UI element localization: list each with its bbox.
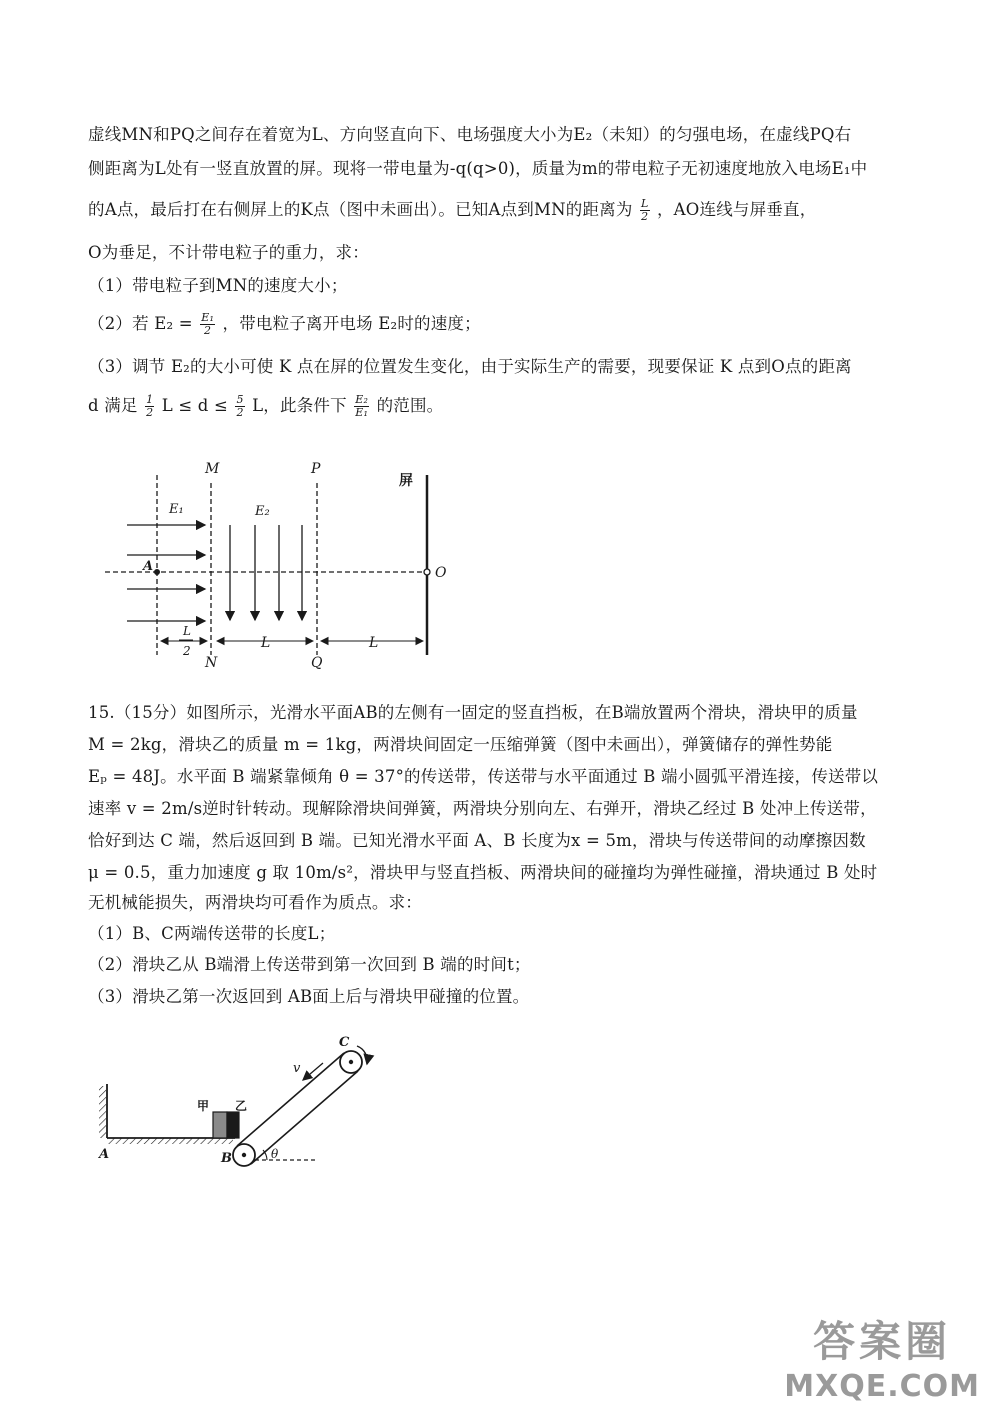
p14-q2-frac <box>200 312 215 337</box>
label-o: O <box>435 565 447 581</box>
label-n: N <box>205 655 218 671</box>
frac-num: 1 <box>146 393 154 406</box>
p15-line-2: M = 2kg，滑块乙的质量 m = 1kg，两滑块间固定一压缩弹簧（图中未画出），弹簧储存的弹性势能 <box>88 735 833 754</box>
frac-num: E₂ <box>355 393 369 406</box>
p14-question-1: （1）带电粒子到MN的速度大小； <box>88 276 348 295</box>
label-b: B <box>221 1151 232 1166</box>
frac-num: L <box>641 197 649 210</box>
p15-line-3: Eₚ = 48J。水平面 B 端紧靠倾角 θ = 37°的传送带，传送带与水平面通过 B 端小圆弧平滑连接，传送带以 <box>88 767 879 786</box>
block-jia <box>213 1112 227 1138</box>
wall-hatch <box>99 1086 106 1138</box>
label-e1: E₁ <box>169 502 184 517</box>
label-a: A <box>143 559 154 574</box>
watermark-top: 答案圈 <box>813 1317 952 1366</box>
label-v: v <box>293 1061 301 1076</box>
electric-field-diagram <box>95 455 475 680</box>
block-yi <box>227 1112 239 1138</box>
label-l-field: L <box>261 635 271 651</box>
watermark-bottom: MXQE.COM <box>784 1369 980 1404</box>
p15-line-1: 15.（15分）如图所示，光滑水平面AB的左侧有一固定的竖直挡板，在B端放置两个滑块，滑块甲的质量 <box>88 703 858 722</box>
p14-q3-frac3 <box>354 394 369 419</box>
p14-question-3-line-1: （3）调节 E₂的大小可使 K 点在屏的位置发生变化，由于实际生产的需要，现要保证 K 点到O点的距离 <box>88 357 852 376</box>
p14-line-4: O为垂足，不计带电粒子的重力，求： <box>88 243 369 262</box>
watermark <box>784 1309 980 1404</box>
p15-line-5: 恰好到达 C 端，然后返回到 B 端。已知光滑水平面 A、B 长度为x = 5m，滑块与传送带间的动摩擦因数 <box>88 831 866 850</box>
frac-den: 2 <box>146 406 154 419</box>
frac-den: 2 <box>236 406 244 419</box>
p14-line-1: 虚线MN和PQ之间存在着宽为L、方向竖直向下、电场强度大小为E₂（未知）的匀强电场，在虚线PQ右 <box>88 125 852 144</box>
label-theta: θ <box>271 1147 279 1161</box>
p14-line-3a: 的A点，最后打在右侧屏上的K点（图中未画出）。已知A点到MN的距离为 <box>88 200 633 219</box>
label-jia: 甲 <box>197 1099 210 1113</box>
p15-line-4: 速率 v = 2m/s逆时针转动。现解除滑块间弹簧，两滑块分别向左、右弹开，滑块乙经过 B 处冲上传送带， <box>88 799 877 818</box>
p14-q2a: （2）若 E₂ = <box>88 314 193 333</box>
p14-line-3b: ，AO连线与屏垂直， <box>656 200 817 219</box>
frac-num: 5 <box>236 393 244 406</box>
p15-question-3: （3）滑块乙第一次返回到 AB面上后与滑块甲碰撞的位置。 <box>88 987 530 1006</box>
p14-question-2 <box>88 312 918 337</box>
p15-question-1: （1）B、C两端传送带的长度L； <box>88 924 336 943</box>
frac-den: 2 <box>641 210 649 223</box>
p14-q3-2c: 的范围。 <box>376 396 444 415</box>
p14-q3-frac2 <box>235 394 244 419</box>
label-a: A <box>99 1147 110 1162</box>
belt-upper <box>237 1053 344 1146</box>
label-l-screen: L <box>369 635 379 651</box>
frac-den: 2 <box>204 324 212 337</box>
p14-question-3-line-2 <box>88 394 918 419</box>
p14-q3-mid: L ≤ d ≤ <box>161 396 229 415</box>
label-q: Q <box>311 655 323 671</box>
p15-line-6: μ = 0.5，重力加速度 g 取 10m/s²，滑块甲与竖直挡板、两滑块间的碰撞均为弹性碰撞，滑块通过 B 处时 <box>88 863 878 882</box>
p14-q3-2a: d 满足 <box>88 396 138 415</box>
point-a <box>154 569 160 575</box>
label-half-l-num: L <box>183 624 191 638</box>
pulley-c-center <box>349 1060 353 1064</box>
ground-hatch <box>107 1138 233 1144</box>
point-o <box>424 569 430 575</box>
label-screen: 屏 <box>399 473 413 489</box>
belt-lower <box>251 1071 358 1164</box>
pulley-b-center <box>242 1153 246 1157</box>
p14-q3-2b: L，此条件下 <box>252 396 347 415</box>
label-c: C <box>339 1035 350 1050</box>
p15-question-2: （2）滑块乙从 B端滑上传送带到第一次回到 B 端的时间t； <box>88 955 531 974</box>
p14-q2b: ，带电粒子离开电场 E₂时的速度； <box>222 314 481 333</box>
p14-q3-frac1 <box>145 394 154 419</box>
velocity-arrow <box>303 1063 323 1080</box>
p15-line-7: 无机械能损失，两滑块均可看作为质点。求： <box>88 893 422 912</box>
label-p: P <box>311 461 321 477</box>
p14-line-3-frac <box>640 198 650 223</box>
frac-den: E₁ <box>355 406 369 419</box>
label-yi: 乙 <box>235 1099 248 1113</box>
p14-line-3 <box>88 198 918 223</box>
label-m: M <box>205 461 220 477</box>
conveyor-belt-diagram <box>95 1030 395 1180</box>
p14-line-2: 侧距离为L处有一竖直放置的屏。现将一带电量为-q(q>0)，质量为m的带电粒子无初速度地放入电场E₁中 <box>88 159 868 178</box>
frac-num: E₁ <box>201 311 215 324</box>
label-half-l-den: 2 <box>183 644 191 658</box>
label-e2: E₂ <box>255 504 270 519</box>
